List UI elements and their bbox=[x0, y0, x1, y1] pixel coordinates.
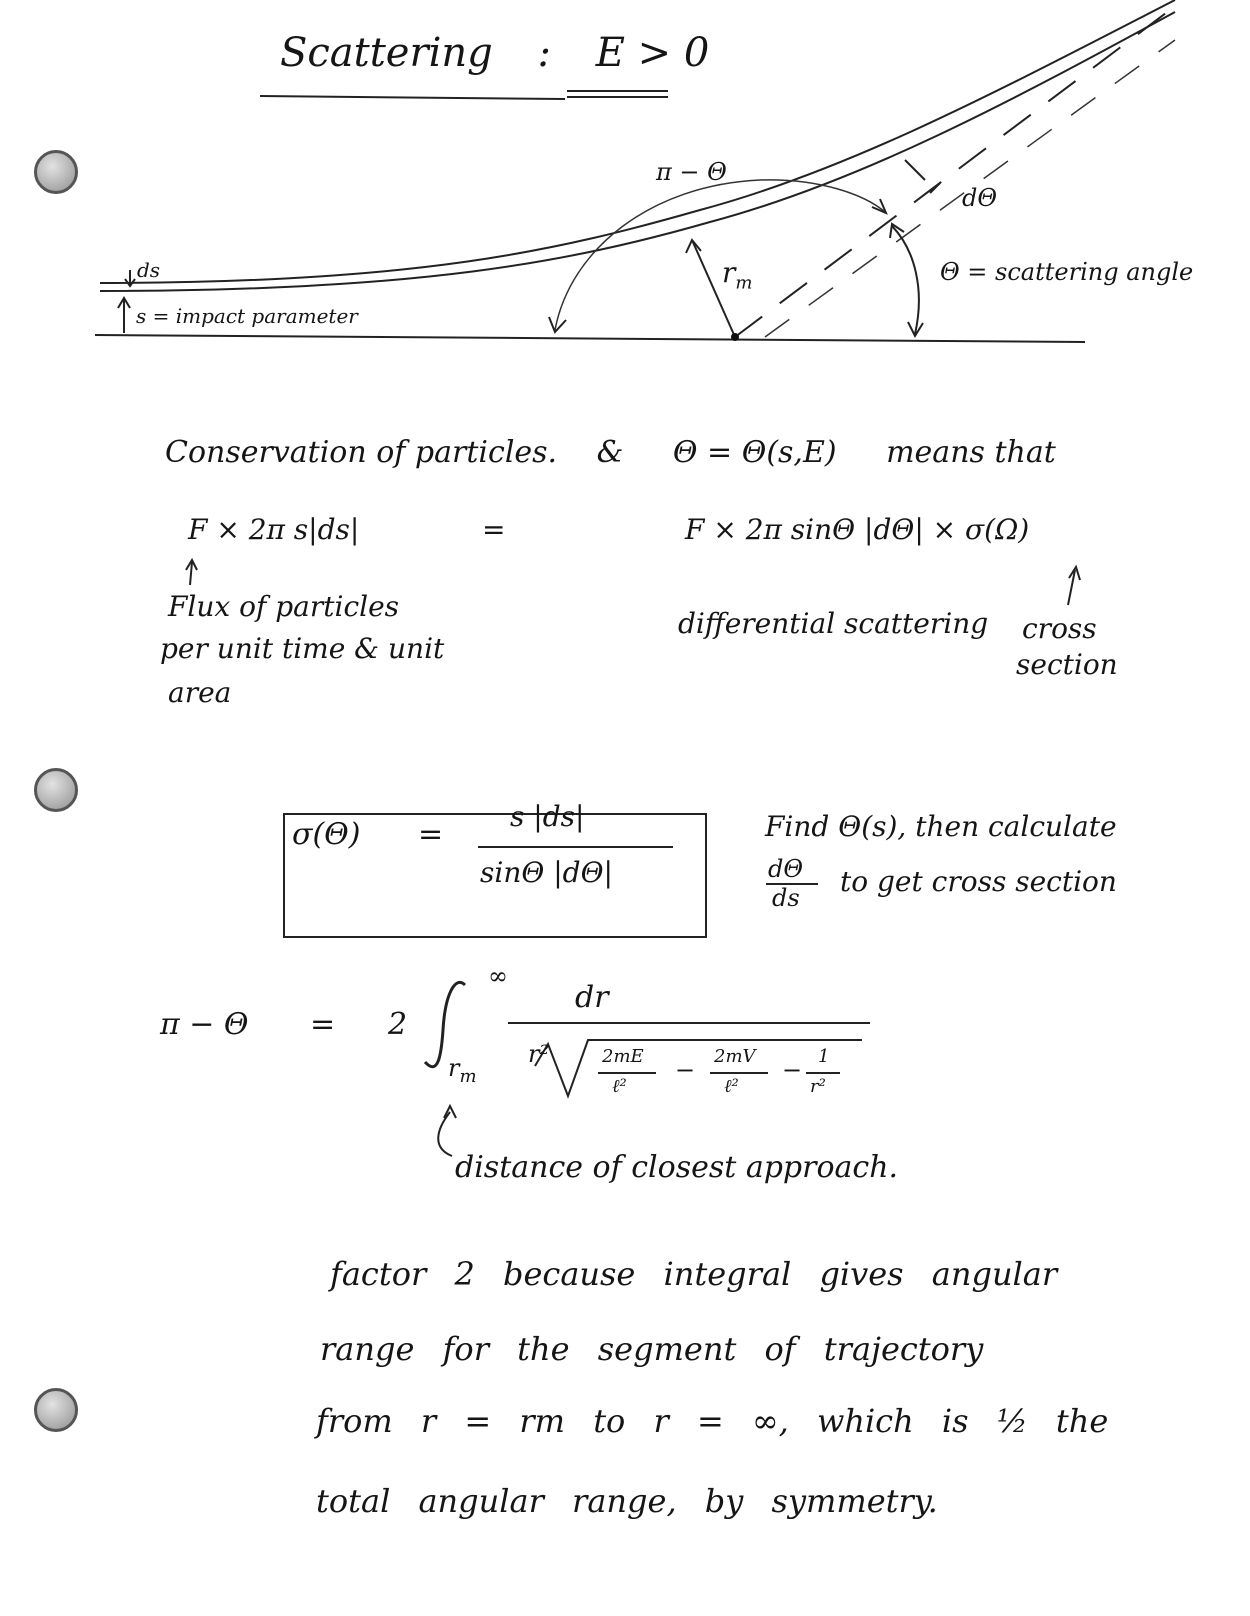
sigma-denominator: sinΘ |dΘ| bbox=[480, 856, 613, 889]
conservation-equals: = bbox=[482, 513, 506, 546]
integral-numerator: dr bbox=[575, 980, 609, 1015]
dtheta-ds-den: ds bbox=[772, 884, 800, 912]
term3-num: 1 bbox=[818, 1046, 830, 1067]
lower-r: r bbox=[448, 1054, 460, 1082]
explanation-line-1: factor 2 because integral gives angular bbox=[330, 1255, 1058, 1293]
d-theta-label: dΘ bbox=[962, 184, 998, 212]
dtheta-ds-num: dΘ bbox=[768, 855, 804, 883]
lower-sub: m bbox=[459, 1065, 477, 1087]
term1-den: ℓ² bbox=[612, 1076, 627, 1097]
ds-label: ds bbox=[137, 258, 161, 282]
explanation-line-4: total angular range, by symmetry. bbox=[316, 1482, 938, 1520]
flux-note-line-2: per unit time & unit bbox=[160, 632, 445, 665]
closest-approach-note: distance of closest approach. bbox=[455, 1150, 899, 1185]
term1-num: 2mE bbox=[602, 1046, 644, 1067]
conservation-lhs: F × 2π s|ds| bbox=[188, 513, 360, 546]
flux-note-line-3: area bbox=[168, 676, 232, 709]
dcs-section: section bbox=[1016, 648, 1118, 681]
title-colon: : bbox=[537, 30, 551, 76]
ampersand: & bbox=[596, 435, 624, 470]
conservation-text: Conservation of particles. bbox=[165, 435, 558, 470]
term2-num: 2mV bbox=[714, 1046, 756, 1067]
dcs-cross: cross bbox=[1022, 612, 1097, 645]
title-right: E > 0 bbox=[595, 30, 710, 76]
minus-2: − bbox=[782, 1056, 803, 1084]
integral-factor: 2 bbox=[388, 1007, 408, 1042]
title-left: Scattering bbox=[280, 30, 493, 76]
pi-minus-theta-label: π − Θ bbox=[656, 158, 727, 186]
term2-den: ℓ² bbox=[724, 1076, 739, 1097]
impact-parameter-label: s = impact parameter bbox=[136, 304, 358, 328]
cross-section-note: to get cross section bbox=[840, 865, 1117, 898]
rm-r: r bbox=[722, 256, 736, 289]
sigma-lhs: σ(Θ) bbox=[292, 817, 361, 852]
theta-function: Θ = Θ(s,E) bbox=[672, 435, 837, 470]
find-text: Find Θ(s), then calculate bbox=[765, 810, 1117, 843]
rm-sub: m bbox=[735, 272, 753, 294]
conservation-rhs: F × 2π sinΘ |dΘ| × σ(Ω) bbox=[685, 513, 1030, 546]
minus-1: − bbox=[675, 1056, 696, 1084]
scattering-angle-label: Θ = scattering angle bbox=[940, 258, 1194, 286]
integral-upper: ∞ bbox=[488, 962, 508, 990]
sigma-numerator: s |ds| bbox=[510, 800, 585, 833]
integral-lhs: π − Θ bbox=[160, 1007, 249, 1042]
sigma-equals: = bbox=[418, 817, 444, 852]
term3-den: r² bbox=[810, 1076, 826, 1097]
dcs-note: differential scattering bbox=[678, 607, 989, 640]
integral-r2: r² bbox=[528, 1040, 550, 1068]
means-that: means that bbox=[886, 435, 1056, 470]
integral-equals: = bbox=[310, 1007, 336, 1042]
explanation-line-2: range for the segment of trajectory bbox=[320, 1330, 984, 1368]
explanation-line-3: from r = rm to r = ∞, which is ½ the bbox=[316, 1402, 1109, 1440]
flux-note-line-1: Flux of particles bbox=[168, 590, 400, 623]
